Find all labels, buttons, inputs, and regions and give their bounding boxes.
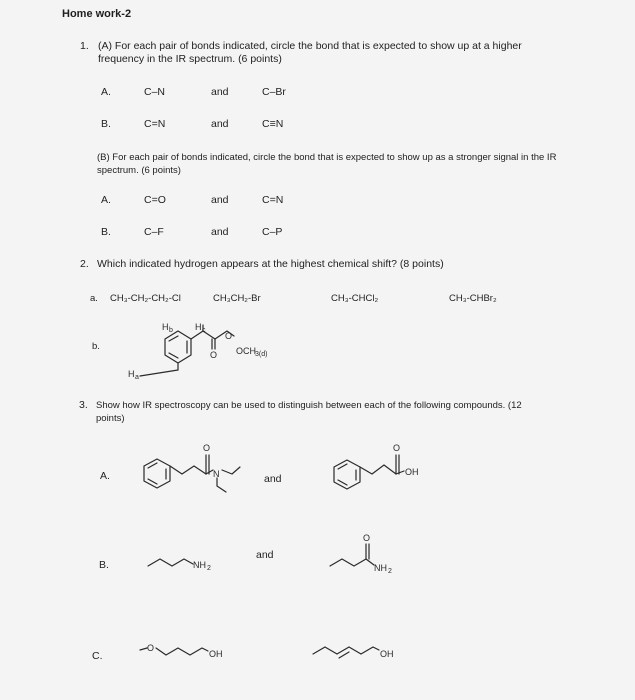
q2a-item-2: CH₃CH₂-Br xyxy=(213,293,261,304)
q1b-row-a-and: and xyxy=(211,194,229,206)
q1b-row-b-left: C–F xyxy=(144,226,164,238)
q3a-left-o: O xyxy=(203,443,211,453)
q1b-text: (B) For each pair of bonds indicated, circle the bond that is expected to show up as a stronger signal in the IR spectrum. (6 points) xyxy=(97,152,557,176)
q3c-right-oh: OH xyxy=(380,649,394,659)
q2b-hc-sub: c xyxy=(202,327,206,334)
q3b-left-nh2-sub: 2 xyxy=(207,565,211,572)
q2b-hb: H xyxy=(162,322,169,332)
q1a-row-a-right: C–Br xyxy=(262,86,286,98)
q2b-carbonyl-o: O xyxy=(210,350,218,360)
q3-row-c-label: C. xyxy=(92,650,103,662)
q3b-left-nh2: NH xyxy=(193,560,206,570)
q3c-left-oh: OH xyxy=(209,649,223,659)
q3-number: 3. xyxy=(79,399,88,411)
q2b-och3: OCH xyxy=(236,346,256,356)
q3a-left-n: N xyxy=(213,469,220,479)
q2-text: Which indicated hydrogen appears at the highest chemical shift? (8 points) xyxy=(97,258,444,270)
q1-number: 1. xyxy=(80,40,89,52)
q3b-right-nh2: NH xyxy=(374,563,387,573)
q2a-item-1: CH₃-CH₂-CH₂-Cl xyxy=(110,293,181,304)
q1a-text: (A) For each pair of bonds indicated, circle the bond that is expected to show up at a higher frequency in the IR spectrum. (6 points) xyxy=(98,40,522,65)
q1b-row-b-right: C–P xyxy=(262,226,283,238)
q3b-right-nh2-sub: 2 xyxy=(388,568,392,575)
page-title: Home work-2 xyxy=(62,8,132,20)
q1b-row-a-left: C=O xyxy=(144,194,166,206)
q1b-row-b-and: and xyxy=(211,226,229,238)
q1a-row-a-label: A. xyxy=(101,86,111,98)
q3-row-b-and: and xyxy=(256,549,274,561)
q1a-row-b-left: C=N xyxy=(144,118,166,130)
q1b-row-a-label: A. xyxy=(101,194,111,206)
q3-text: Show how IR spectroscopy can be used to distinguish between each of the following compounds. (12 points) xyxy=(96,400,522,424)
q3a-right-oh: OH xyxy=(405,467,419,477)
q1b-row-a-right: C=N xyxy=(262,194,284,206)
q3a-right-o: O xyxy=(393,443,401,453)
q2-number: 2. xyxy=(80,258,89,270)
q1a-row-b-right: C≡N xyxy=(262,118,284,130)
q3c-left-o: O xyxy=(147,643,155,653)
q3-row-a-and: and xyxy=(264,473,282,485)
q2b-ha-sub: a xyxy=(135,374,139,381)
q1a-row-a-and: and xyxy=(211,86,229,98)
q2b-hc: H xyxy=(195,322,202,332)
q2b-och3-sub: 3(d) xyxy=(255,351,268,358)
q2b-label: b. xyxy=(92,341,100,352)
q2b-hb-sub: b xyxy=(169,327,173,334)
q1b-row-b-label: B. xyxy=(101,226,111,238)
q1a-row-b-label: B. xyxy=(101,118,111,130)
q3-row-b-label: B. xyxy=(99,559,109,571)
q2b-ha: H xyxy=(128,369,135,379)
q2a-item-4: CH₃-CHBr₂ xyxy=(449,293,497,304)
q2a-label: a. xyxy=(90,293,98,304)
q3-row-a-label: A. xyxy=(100,470,110,482)
q1a-row-b-and: and xyxy=(211,118,229,130)
q2a-item-3: CH₃-CHCl₂ xyxy=(331,293,379,304)
q1a-row-a-left: C–N xyxy=(144,86,166,98)
q2b-ester-o: O xyxy=(225,331,233,341)
q3b-right-o: O xyxy=(363,533,371,543)
